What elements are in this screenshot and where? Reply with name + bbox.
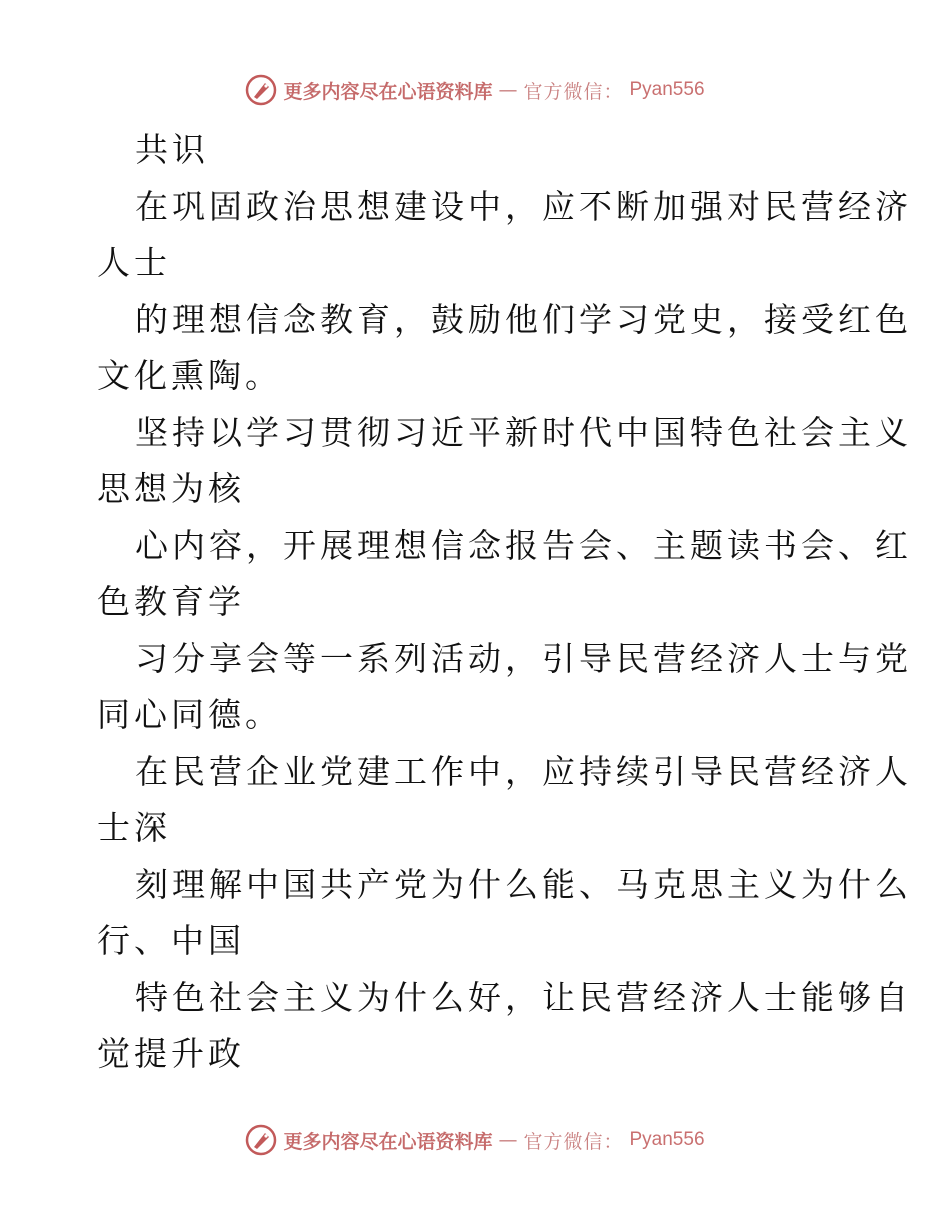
watermark-wechat-id: Pyan556 <box>629 1129 705 1150</box>
paragraph-line: 文化熏陶。 <box>97 356 282 395</box>
paragraph-line: 心内容，开展理想信念报告会、主题读书会、红 <box>135 525 912 565</box>
paragraph-line: 在民营企业党建工作中，应持续引导民营经济人 <box>135 751 912 791</box>
paragraph-line: 的理想信念教育，鼓励他们学习党史，接受红色 <box>135 299 912 339</box>
watermark-separator: — <box>498 1129 518 1151</box>
paragraph-line: 人士 <box>97 243 171 282</box>
watermark-main-text: 更多内容尽在心语资料库 <box>283 80 493 103</box>
watermark-wechat-label: 官方微信： <box>523 80 624 103</box>
header-watermark <box>0 70 950 110</box>
fountain-pen-logo-icon <box>245 74 277 106</box>
paragraph-line: 在巩固政治思想建设中，应不断加强对民营经济 <box>135 186 912 226</box>
paragraph-line: 刻理解中国共产党为什么能、马克思主义为什么 <box>135 864 912 904</box>
watermark-main-text: 更多内容尽在心语资料库 <box>283 1130 493 1153</box>
paragraph-line: 坚持以学习贯彻习近平新时代中国特色社会主义 <box>135 412 912 452</box>
paragraph-line: 行、中国 <box>97 921 245 960</box>
paragraph-line: 习分享会等一系列活动，引导民营经济人士与党 <box>135 638 912 678</box>
paragraph-line: 觉提升政 <box>97 1034 245 1073</box>
watermark-separator: — <box>498 79 518 101</box>
footer-watermark <box>0 1120 950 1160</box>
watermark-wechat-id: Pyan556 <box>629 79 705 100</box>
paragraph-line: 士深 <box>97 808 171 847</box>
document-body <box>97 122 912 1083</box>
watermark-wechat-label: 官方微信： <box>523 1130 624 1153</box>
paragraph-line: 共识 <box>135 130 209 169</box>
paragraph-line: 特色社会主义为什么好，让民营经济人士能够自 <box>135 977 912 1017</box>
paragraph-line: 思想为核 <box>97 469 245 508</box>
paragraph-line: 色教育学 <box>97 582 245 621</box>
fountain-pen-logo-icon <box>245 1124 277 1156</box>
paragraph-line: 同心同德。 <box>97 695 282 734</box>
